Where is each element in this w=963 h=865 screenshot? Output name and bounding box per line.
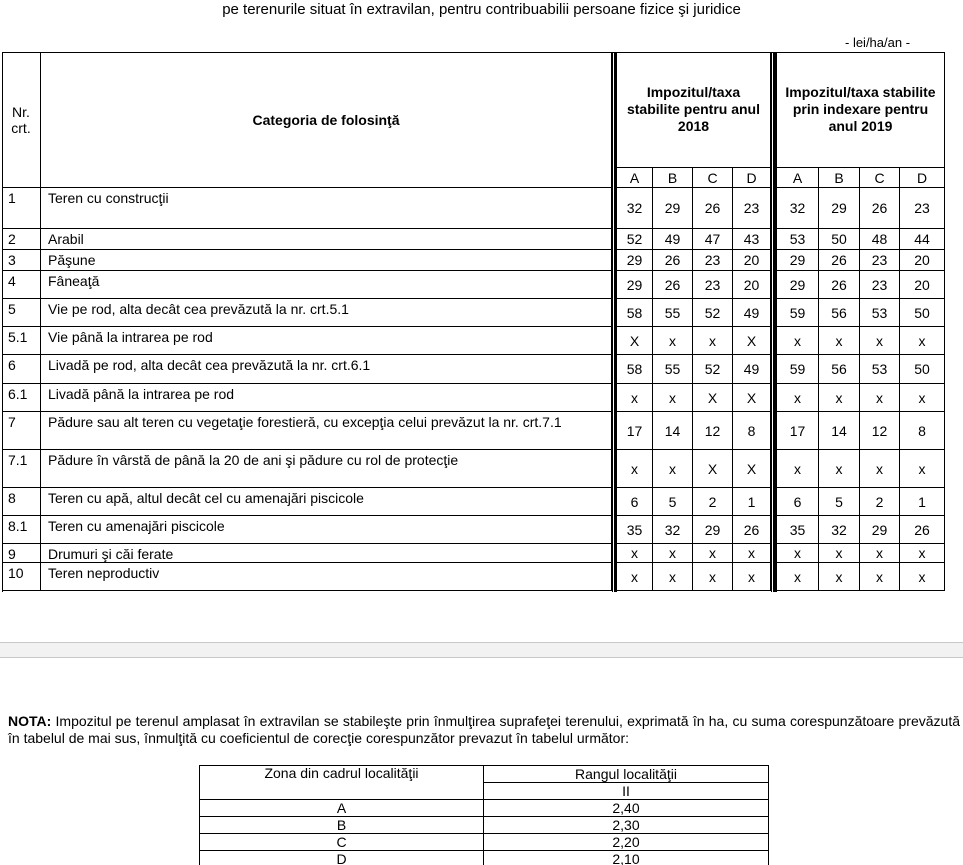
header-zone-2019: D xyxy=(900,168,945,188)
value-2018: 55 xyxy=(653,355,693,384)
value-2018: 58 xyxy=(617,355,653,384)
value-2019: 32 xyxy=(777,188,819,229)
value-2019: 53 xyxy=(777,229,819,250)
value-2018: 29 xyxy=(617,250,653,271)
row-category: Vie până la intrarea pe rod xyxy=(41,327,612,355)
row-nr: 2 xyxy=(2,229,41,250)
header-group-2019: Impozitul/taxa stabilite prin indexare pentru anul 2019 xyxy=(777,52,945,168)
value-2019: 17 xyxy=(777,412,819,450)
value-2018: 49 xyxy=(653,229,693,250)
value-2018: x xyxy=(693,327,733,355)
header-group-2018: Impozitul/taxa stabilite pentru anul 2018 xyxy=(617,52,771,168)
value-2019: x xyxy=(777,327,819,355)
row-nr: 7 xyxy=(2,412,41,450)
value-2019: 50 xyxy=(900,299,945,327)
header-category: Categoria de folosinţă xyxy=(41,52,612,188)
coef-zone: C xyxy=(200,834,484,851)
separator-thin-2 xyxy=(771,52,772,592)
value-2019: 23 xyxy=(860,250,900,271)
value-2019: 29 xyxy=(819,188,860,229)
value-2019: x xyxy=(777,563,819,591)
header-zone-2019: B xyxy=(819,168,860,188)
header-zone-2018: A xyxy=(617,168,653,188)
value-2019: 26 xyxy=(819,271,860,299)
value-2019: 12 xyxy=(860,412,900,450)
value-2019: x xyxy=(819,563,860,591)
separator-thick-2 xyxy=(773,52,777,592)
value-2019: 56 xyxy=(819,299,860,327)
coef-value: 2,10 xyxy=(484,851,769,865)
coef-zone: B xyxy=(200,817,484,834)
value-2019: 5 xyxy=(819,488,860,516)
row-nr: 8 xyxy=(2,488,41,516)
value-2019: x xyxy=(819,384,860,412)
row-category: Pădure în vârstă de până la 20 de ani şi pădure cu rol de protecţie xyxy=(41,450,612,488)
value-2018: 26 xyxy=(653,271,693,299)
row-category: Teren cu amenajări piscicole xyxy=(41,516,612,544)
value-2018: x xyxy=(617,544,653,563)
value-2018: X xyxy=(733,450,771,488)
value-2018: x xyxy=(617,563,653,591)
value-2019: x xyxy=(900,563,945,591)
value-2019: 59 xyxy=(777,299,819,327)
coef-zone: D xyxy=(200,851,484,865)
value-2019: x xyxy=(819,327,860,355)
value-2019: 29 xyxy=(777,271,819,299)
value-2019: x xyxy=(860,384,900,412)
row-nr: 10 xyxy=(2,563,41,591)
value-2018: 23 xyxy=(733,188,771,229)
row-nr: 1 xyxy=(2,188,41,229)
value-2019: 48 xyxy=(860,229,900,250)
value-2019: x xyxy=(819,544,860,563)
value-2019: 2 xyxy=(860,488,900,516)
row-nr: 7.1 xyxy=(2,450,41,488)
value-2018: 52 xyxy=(693,299,733,327)
value-2018: 29 xyxy=(653,188,693,229)
row-category: Teren cu apă, altul decât cel cu amenajări piscicole xyxy=(41,488,612,516)
value-2019: 53 xyxy=(860,355,900,384)
value-2018: 23 xyxy=(693,250,733,271)
value-2019: 8 xyxy=(900,412,945,450)
row-category: Păşune xyxy=(41,250,612,271)
row-category: Drumuri şi căi ferate xyxy=(41,544,612,563)
row-category: Pădure sau alt teren cu vegetaţie forestieră, cu excepţia celui prevăzut la nr. crt.7.1 xyxy=(41,412,612,450)
value-2018: 52 xyxy=(617,229,653,250)
row-nr: 5.1 xyxy=(2,327,41,355)
row-nr: 8.1 xyxy=(2,516,41,544)
value-2019: x xyxy=(900,327,945,355)
value-2018: 12 xyxy=(693,412,733,450)
page-separator-band xyxy=(0,642,963,658)
value-2018: 52 xyxy=(693,355,733,384)
document-subtitle: pe terenurile situat în extravilan, pentru contribuabilii persoane fizice şi juridice xyxy=(222,1,741,18)
value-2018: 29 xyxy=(617,271,653,299)
value-2019: x xyxy=(900,450,945,488)
coefficient-table xyxy=(199,765,769,865)
row-nr: 6.1 xyxy=(2,384,41,412)
value-2018: 6 xyxy=(617,488,653,516)
coef-header-row xyxy=(200,766,769,783)
value-2019: x xyxy=(777,384,819,412)
value-2019: 29 xyxy=(860,516,900,544)
row-category: Livadă până la intrarea pe rod xyxy=(41,384,612,412)
value-2019: x xyxy=(900,544,945,563)
row-category: Vie pe rod, alta decât cea prevăzută la nr. crt.5.1 xyxy=(41,299,612,327)
row-category: Livadă pe rod, alta decât cea prevăzută la nr. crt.6.1 xyxy=(41,355,612,384)
value-2018: 23 xyxy=(693,271,733,299)
header-nr: Nr. crt. xyxy=(2,52,41,188)
header-zone-2019: C xyxy=(860,168,900,188)
row-category: Fâneaţă xyxy=(41,271,612,299)
value-2019: x xyxy=(777,544,819,563)
coef-row xyxy=(200,800,769,817)
value-2019: 59 xyxy=(777,355,819,384)
value-2018: X xyxy=(733,384,771,412)
value-2019: 53 xyxy=(860,299,900,327)
value-2019: 6 xyxy=(777,488,819,516)
separator-thick-1 xyxy=(614,52,617,592)
row-category: Teren neproductiv xyxy=(41,563,612,591)
row-nr: 6 xyxy=(2,355,41,384)
value-2018: X xyxy=(617,327,653,355)
value-2019: 50 xyxy=(900,355,945,384)
value-2018: x xyxy=(733,544,771,563)
coef-value: 2,40 xyxy=(484,800,769,817)
value-2019: x xyxy=(860,544,900,563)
row-nr: 4 xyxy=(2,271,41,299)
coef-zone: A xyxy=(200,800,484,817)
value-2019: 50 xyxy=(819,229,860,250)
value-2019: 1 xyxy=(900,488,945,516)
value-2018: x xyxy=(653,327,693,355)
row-category: Arabil xyxy=(41,229,612,250)
row-nr: 9 xyxy=(2,544,41,563)
value-2018: 32 xyxy=(617,188,653,229)
row-nr: 5 xyxy=(2,299,41,327)
value-2018: 26 xyxy=(733,516,771,544)
value-2019: 20 xyxy=(900,250,945,271)
value-2019: 56 xyxy=(819,355,860,384)
value-2018: 49 xyxy=(733,355,771,384)
value-2018: x xyxy=(693,544,733,563)
value-2019: 32 xyxy=(819,516,860,544)
value-2019: 26 xyxy=(819,250,860,271)
value-2019: 26 xyxy=(860,188,900,229)
value-2018: 20 xyxy=(733,271,771,299)
value-2018: X xyxy=(693,450,733,488)
note-paragraph xyxy=(8,713,960,747)
value-2018: 29 xyxy=(693,516,733,544)
value-2019: 20 xyxy=(900,271,945,299)
row-nr: 3 xyxy=(2,250,41,271)
value-2019: x xyxy=(777,450,819,488)
value-2019: x xyxy=(819,450,860,488)
value-2018: 8 xyxy=(733,412,771,450)
value-2019: 35 xyxy=(777,516,819,544)
value-2019: 14 xyxy=(819,412,860,450)
value-2018: 49 xyxy=(733,299,771,327)
value-2019: 29 xyxy=(777,250,819,271)
value-2019: x xyxy=(860,327,900,355)
value-2018: 26 xyxy=(693,188,733,229)
value-2018: 47 xyxy=(693,229,733,250)
header-zone-2019: A xyxy=(777,168,819,188)
value-2018: x xyxy=(653,544,693,563)
value-2018: 5 xyxy=(653,488,693,516)
value-2018: X xyxy=(693,384,733,412)
value-2019: 26 xyxy=(900,516,945,544)
row-category: Teren cu construcţii xyxy=(41,188,612,229)
coef-row xyxy=(200,851,769,865)
value-2018: 26 xyxy=(653,250,693,271)
coef-row xyxy=(200,817,769,834)
coef-row xyxy=(200,834,769,851)
value-2018: 43 xyxy=(733,229,771,250)
separator-thin-1 xyxy=(612,52,613,592)
coef-value: 2,20 xyxy=(484,834,769,851)
value-2019: 44 xyxy=(900,229,945,250)
value-2019: x xyxy=(900,384,945,412)
coef-header-zone: Zona din cadrul localităţii xyxy=(200,766,484,800)
value-2018: 35 xyxy=(617,516,653,544)
value-2018: 58 xyxy=(617,299,653,327)
value-2018: x xyxy=(733,563,771,591)
value-2019: x xyxy=(860,563,900,591)
value-2018: 1 xyxy=(733,488,771,516)
value-2018: X xyxy=(733,327,771,355)
value-2019: x xyxy=(860,450,900,488)
value-2018: 32 xyxy=(653,516,693,544)
note-text: Impozitul pe terenul amplasat în extravilan se stabileşte prin înmulţirea suprafeţei terenului, exprimată în ha, cu suma corespunzătoare prevăzută în tabelul de mai sus, înmulţită cu coeficientul de corecţie corespunzător prevazut în tabelul următor: xyxy=(8,713,960,746)
value-2018: x xyxy=(617,450,653,488)
unit-label: - lei/ha/an - xyxy=(845,35,911,50)
tax-rates-table xyxy=(2,52,945,592)
value-2018: x xyxy=(653,563,693,591)
value-2018: x xyxy=(693,563,733,591)
value-2018: 20 xyxy=(733,250,771,271)
coef-header-rank: Rangul localităţii xyxy=(484,766,769,783)
value-2018: 17 xyxy=(617,412,653,450)
header-zone-2018: B xyxy=(653,168,693,188)
note-label: NOTA: xyxy=(8,713,52,729)
coef-rank-value: II xyxy=(484,783,769,800)
value-2018: 14 xyxy=(653,412,693,450)
value-2019: 23 xyxy=(900,188,945,229)
value-2018: x xyxy=(617,384,653,412)
value-2018: x xyxy=(653,450,693,488)
header-zone-2018: D xyxy=(733,168,771,188)
value-2018: x xyxy=(653,384,693,412)
value-2019: 23 xyxy=(860,271,900,299)
header-zone-2018: C xyxy=(693,168,733,188)
value-2018: 55 xyxy=(653,299,693,327)
value-2018: 2 xyxy=(693,488,733,516)
coef-value: 2,30 xyxy=(484,817,769,834)
